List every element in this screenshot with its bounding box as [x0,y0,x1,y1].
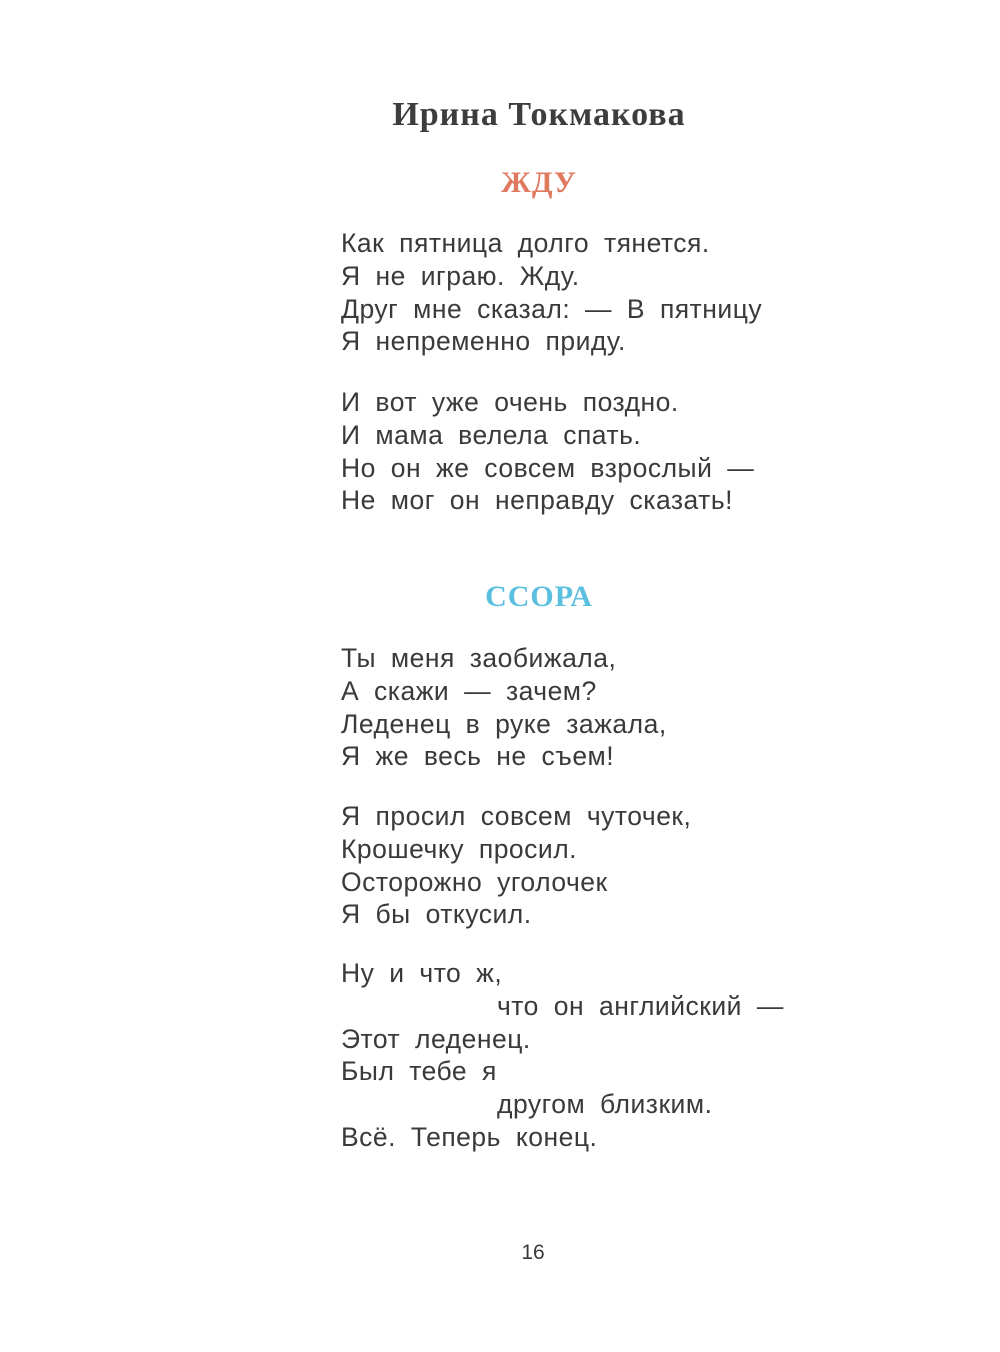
poem-line: Я непременно приду. [341,326,626,357]
poem-line: Леденец в руке зажала, [341,708,667,739]
poem-line: Этот леденец. [341,1023,531,1054]
poem-line: Как пятница долго тянется. [341,228,710,258]
poem-line: Ты меня заобижала, [341,643,617,673]
poem-line: другом близким. [497,1089,713,1120]
poem-line: Крошечку просил. [341,833,578,864]
author-name: Ирина Токмакова [392,96,686,133]
stanza [341,957,784,1154]
poem-title-ssora: ССОРА [485,580,593,613]
stanza [341,227,762,358]
poem-line: Друг мне сказал: — В пятницу [341,293,763,324]
poem-line: А скажи — зачем? [341,675,597,706]
poem-line: И мама велела спать. [341,419,642,450]
poem-line: Был тебе я [341,1056,497,1087]
page-number: 16 [521,1241,545,1264]
poem-title-zhdu: ЖДУ [501,166,577,199]
poem-line: Ну и что ж, [341,958,503,988]
poem-line: Я просил совсем чуточек, [341,801,692,831]
poem-line: И вот уже очень поздно. [341,387,679,417]
poem-line: Я не играю. Жду. [341,260,580,291]
stanza [341,642,667,773]
poem-line: Осторожно уголочек [341,866,608,897]
poem-line: что он английский — [497,990,784,1021]
poem-line: Но он же совсем взрослый — [341,452,755,483]
poem-line: Я бы откусил. [341,899,532,930]
poem-line: Всё. Теперь конец. [341,1121,598,1152]
stanza [341,386,754,517]
poem-line: Не мог он неправду сказать! [341,485,733,516]
poem-line: Я же весь не съем! [341,741,615,772]
stanza [341,800,691,931]
